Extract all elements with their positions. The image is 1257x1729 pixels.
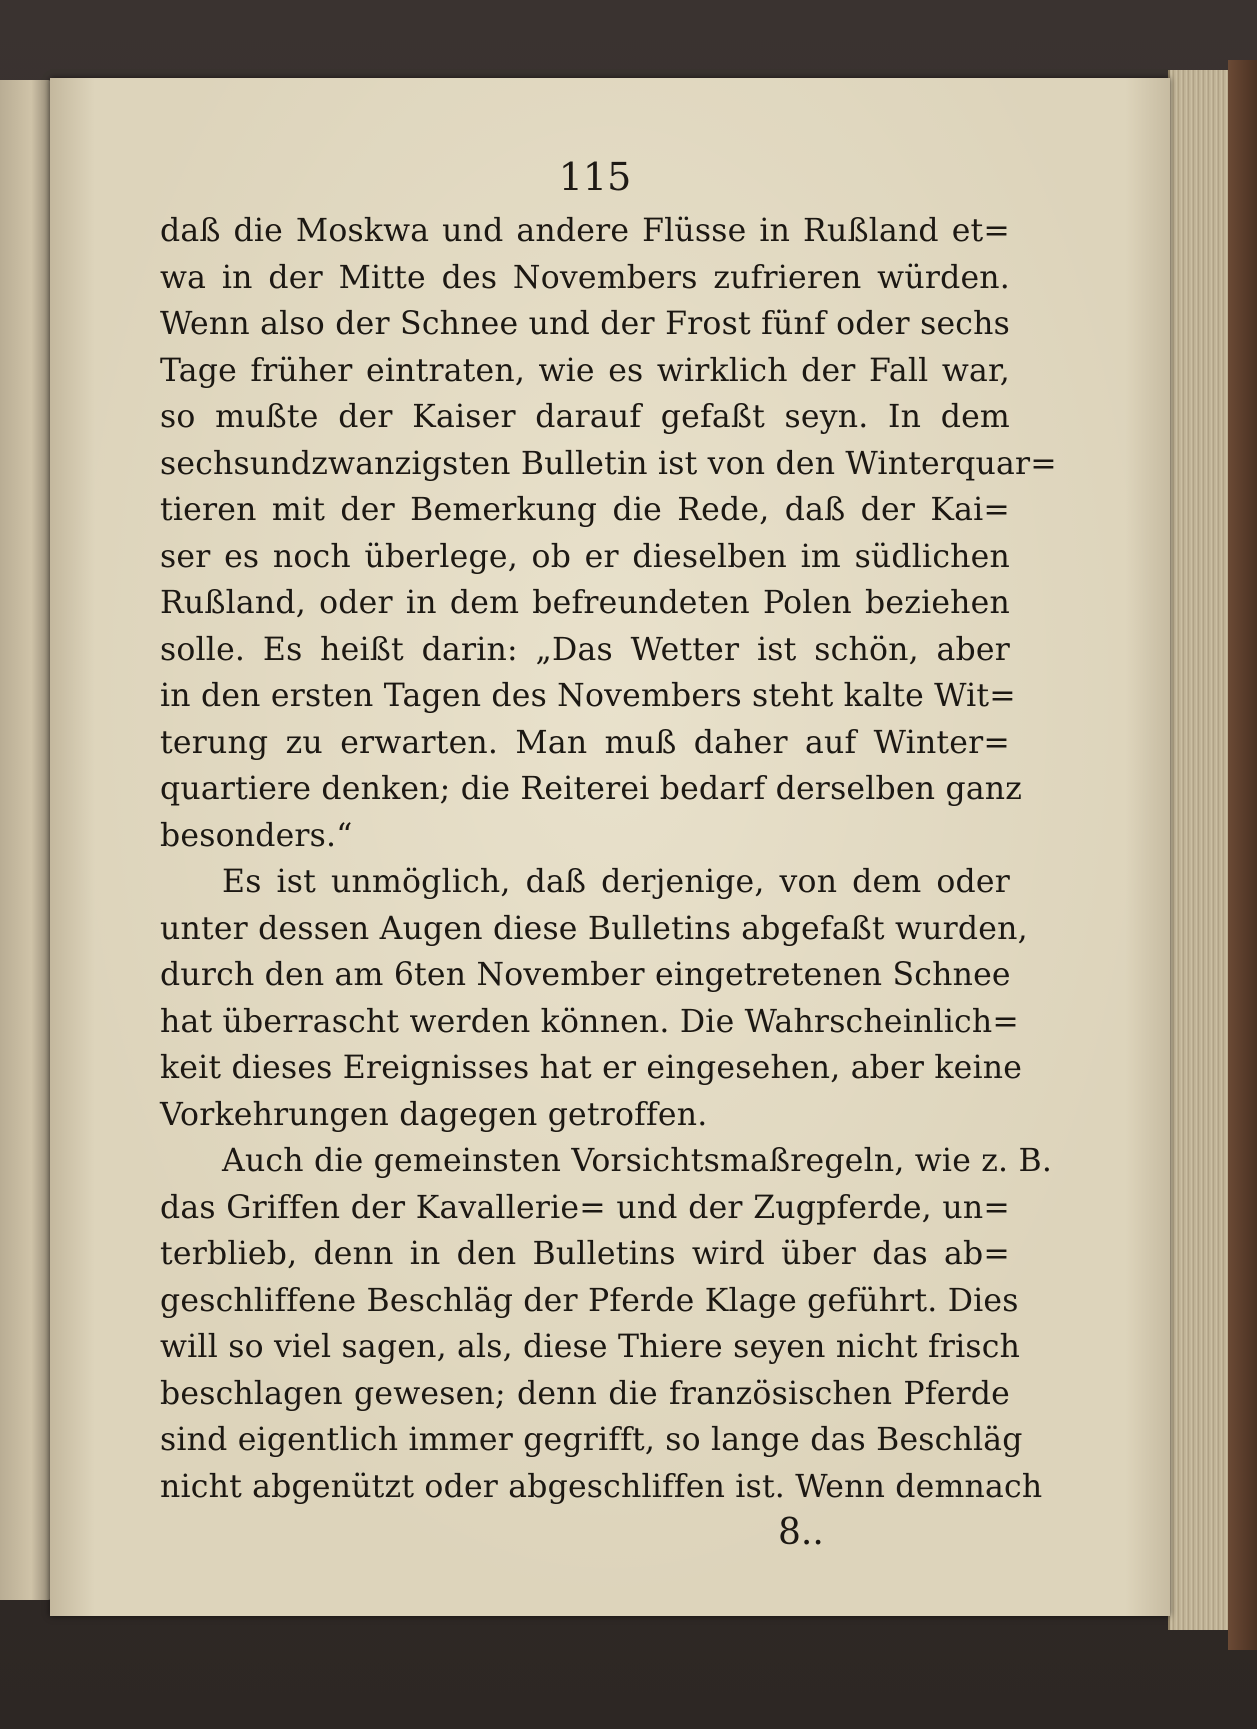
text-line: beschlagen gewesen; denn die französischen Pferde <box>160 1375 1010 1412</box>
text-line: durch den am 6ten November eingetretenen Schnee <box>160 957 1011 993</box>
text-line: Es ist unmöglich, daß derjenige, von dem oder <box>222 864 1010 900</box>
text-line: nicht abgenützt oder abgeschliffen ist. Wenn demnach <box>160 1468 1043 1505</box>
page-stack-edge <box>1168 70 1232 1630</box>
text-line: so mußte der Kaiser darauf gefaßt seyn. In dem <box>160 399 1010 435</box>
text-line: das Griffen der Kavallerie= und der Zugpferde, un= <box>160 1189 1010 1226</box>
text-line: geschliffene Beschläg der Pferde Klage geführt. Dies <box>160 1282 1019 1319</box>
text-line: tieren mit der Bemerkung die Rede, daß der Kai= <box>160 492 1010 528</box>
text-line: besonders.“ <box>160 817 353 854</box>
text-line: ser es noch überlege, ob er dieselben im südlichen <box>160 538 1010 575</box>
page-number: 115 <box>558 155 632 199</box>
text-line: daß die Moskwa und andere Flüsse in Rußland et= <box>160 213 1010 249</box>
text-line: terung zu erwarten. Man muß daher auf Winter= <box>160 724 1010 761</box>
book-cover-edge <box>1228 60 1257 1650</box>
facing-page-edge <box>0 80 52 1600</box>
text-line: will so viel sagen, als, diese Thiere seyen nicht frisch <box>160 1329 1021 1365</box>
text-line: solle. Es heißt darin: „Das Wetter ist schön, aber <box>160 631 1010 668</box>
text-line: wa in der Mitte des Novembers zufrieren würden. <box>160 259 1010 296</box>
text-line: keit dieses Ereignisses hat er eingesehen, aber keine <box>160 1050 1023 1086</box>
text-line: Auch die gemeinsten Vorsichtsmaßregeln, wie z. B. <box>222 1143 1053 1179</box>
text-line: Wenn also der Schnee und der Frost fünf oder sechs <box>160 306 1010 342</box>
text-line: unter dessen Augen diese Bulletins abgefaßt wurden, <box>160 910 1028 947</box>
catchword: 8.. <box>778 1512 824 1553</box>
text-line: sechsundzwanzigsten Bulletin ist von den Winterquar= <box>160 445 1057 482</box>
text-line: Tage früher eintraten, wie es wirklich der Fall war, <box>160 352 1010 389</box>
text-line: quartiere denken; die Reiterei bedarf derselben ganz <box>160 771 1023 807</box>
text-line: Rußland, oder in dem befreundeten Polen beziehen <box>160 585 1010 621</box>
text-line: terblieb, denn in den Bulletins wird über das ab= <box>160 1236 1010 1272</box>
page-text <box>160 208 1057 1510</box>
text-line: hat überrascht werden können. Die Wahrscheinlich= <box>160 1003 1019 1040</box>
text-line: sind eigentlich immer gegrifft, so lange das Beschläg <box>160 1422 1023 1458</box>
text-line: in den ersten Tagen des Novembers steht kalte Wit= <box>160 678 1016 714</box>
text-line: Vorkehrungen dagegen getroffen. <box>160 1096 708 1133</box>
